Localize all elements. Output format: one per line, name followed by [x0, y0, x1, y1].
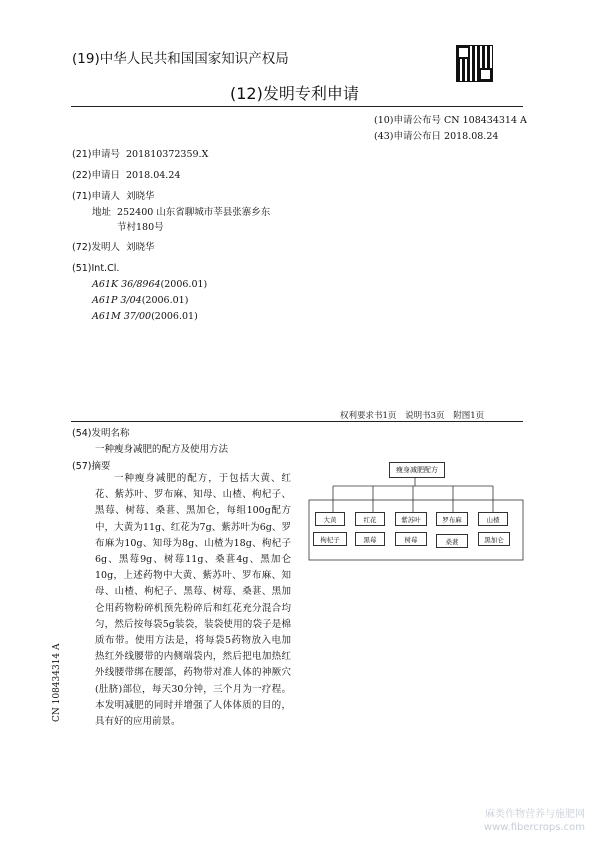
field-label: 地址	[92, 207, 112, 218]
field-value: 201810372359.X	[126, 149, 209, 160]
watermark: 麻类作物营养与施肥网 www.fibercrops.com	[483, 809, 585, 833]
diagram-box: 黑莓	[355, 532, 385, 546]
application-date-field	[72, 167, 180, 181]
address-field	[92, 204, 270, 218]
inventor-field	[72, 239, 155, 253]
patent-office-name: (19)中华人民共和国国家知识产权局	[72, 51, 289, 67]
field-value: 刘晓华	[126, 242, 155, 253]
diagram-box: 桑葚	[436, 534, 468, 548]
application-number-field	[72, 146, 208, 160]
diagram-root-box: 瘦身减肥配方	[389, 462, 445, 478]
ipc-code: A61M 37/00(2006.01)	[92, 311, 198, 322]
page-count-summary: 权利要求书1页 说明书3页 附图1页	[340, 411, 485, 421]
address-line2: 节村180号	[117, 222, 164, 233]
publication-number: (10)申请公布号 CN 108434314 A	[374, 115, 527, 126]
ipc-code: A61K 36/8964(2006.01)	[92, 279, 208, 290]
publication-date: (43)申请公布日 2018.08.24	[374, 131, 499, 142]
divider	[71, 106, 523, 107]
field-value: 252400 山东省聊城市莘县张寨乡东	[117, 207, 271, 218]
applicant-field	[72, 188, 155, 202]
invention-title: 一种瘦身减肥的配方及使用方法	[95, 444, 229, 455]
title-label: (54)发明名称	[72, 428, 130, 439]
diagram-box: 枸杞子	[313, 532, 347, 546]
field-value: 刘晓华	[126, 191, 155, 202]
side-publication-code: CN 108434314 A	[52, 643, 62, 722]
diagram-box: 树莓	[395, 532, 427, 546]
diagram-box: 红花	[355, 512, 385, 526]
field-label: (21)申请号	[72, 149, 121, 160]
field-label: (22)申请日	[72, 170, 121, 181]
field-value: 2018.04.24	[126, 170, 181, 181]
ipc-code: A61P 3/04(2006.01)	[92, 295, 189, 306]
diagram-box: 黑加仑	[478, 532, 510, 546]
field-label: (71)申请人	[72, 191, 121, 202]
diagram-box: 大黄	[315, 512, 345, 526]
abstract-label: (57)摘要	[72, 461, 111, 472]
divider	[71, 421, 523, 422]
diagram-box: 紫苏叶	[395, 512, 427, 526]
field-label: (72)发明人	[72, 242, 121, 253]
int-cl-label: (51)Int.Cl.	[72, 263, 120, 274]
document-type: (12)发明专利申请	[230, 84, 359, 103]
abstract-text: 一种瘦身减肥的配方，于包括大黄、红花、紫苏叶、罗布麻、知母、山楂、枸杞子、黑莓、树莓、桑葚、黑加仑，每组100g配方中，大黄为11g、红花为7g、紫苏叶为6g、罗布麻为10g、知母为8g、山楂为18g、枸杞子6g、黑莓9g、树莓11g、桑葚4g、黑加仑10g，上述药物中大黄、紫苏叶、罗布麻、知母、山楂、枸杞子、黑莓、树莓、桑葚、黑加仑用药物粉碎机预先粉碎后和红花充分混合均匀，然后按每袋5g装袋，装袋使用的袋子是棉质布带。使用方法是，将每袋5药物放入电加热红外线腰带的内侧端袋内，然后把电加热红外线腰带绑在腰部，药物带对准人体的神厥穴(肚脐)部位，每天30分钟，三个月为一疗程。本发明减肥的同时并增强了人体体质的目的，具有好的应用前景。	[95, 473, 291, 728]
diagram-box: 罗布麻	[436, 512, 468, 526]
qr-code-icon	[456, 45, 493, 82]
formula-diagram	[305, 456, 525, 564]
diagram-box: 山楂	[478, 512, 508, 526]
